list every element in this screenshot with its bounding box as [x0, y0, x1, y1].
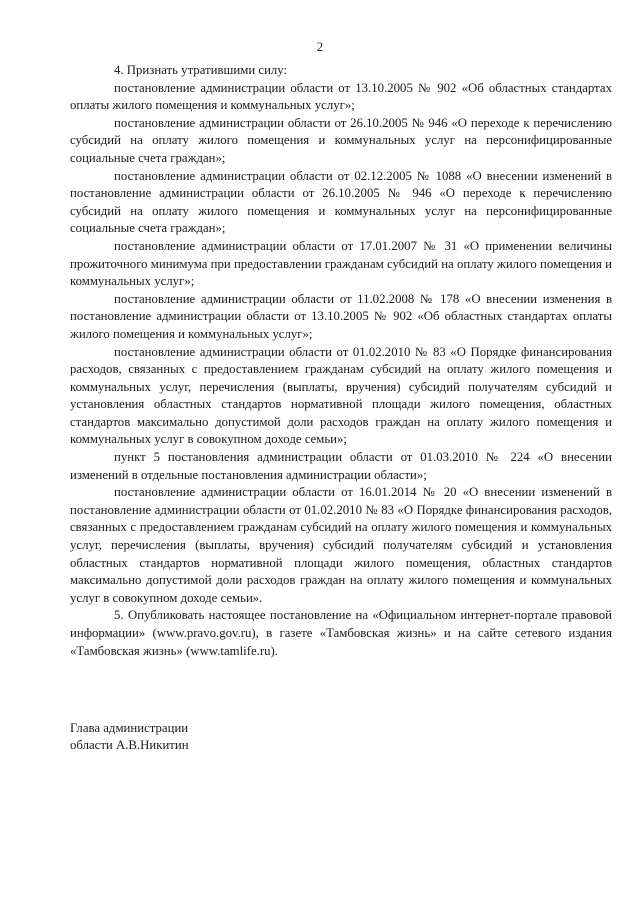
page-number: 2 [316, 40, 324, 54]
signature-title: Глава администрации [70, 721, 189, 735]
paragraph-resolution-178: постановление администрации области от 11.02.2008 № 178 «О внесении изменения в постановление администрации области от 13.10.2005 № 902 «Об областных стандартах оплаты жилого помещения и коммунальных услуг»; [70, 291, 612, 341]
paragraph-resolution-946: постановление администрации области от 26.10.2005 № 946 «О переходе к перечислению субсидий на оплату жилого помещения и коммунальных услуг на персонифицированные социальные счета граждан»; [70, 115, 612, 165]
signature-name: области А.В.Никитин [70, 738, 189, 752]
section-4-heading: 4. Признать утратившими силу: [114, 63, 288, 77]
paragraph-resolution-1088: постановление администрации области от 02.12.2005 № 1088 «О внесении изменений в постановление администрации области от 26.10.2005 № 946 «О переходе к перечислению субсидий на оплату жилого помещения и коммунальных услуг на персонифицированные социальные счета граждан»; [70, 168, 612, 236]
paragraph-resolution-20: постановление администрации области от 16.01.2014 № 20 «О внесении изменений в постановление администрации области от 01.02.2010 № 83 «О Порядке финансирования расходов, связанных с предоставлением гражданам субсидий на оплату жилого помещения и коммунальных услуг, перечисления (выплаты, вручения) субсидий получателям субсидий и установления областных стандартов нормативной площади жилого помещения, областных стандартов максимально допустимой доли расходов граждан на оплату жилого помещения и коммунальных услуг в совокупном доходе семьи». [70, 485, 612, 605]
paragraph-resolution-902: постановление администрации области от 13.10.2005 № 902 «Об областных стандартах оплаты жилого помещения и коммунальных услуг»; [70, 80, 612, 113]
paragraph-resolution-83: постановление администрации области от 01.02.2010 № 83 «О Порядке финансирования расходов, связанных с предоставлением гражданам субсидий на оплату жилого помещения и коммунальных услуг, перечисления (выплаты, вручения) субсидий получателям субсидий и установления областных стандартов нормативной площади жилого помещения, областных стандартов максимально допустимой доли расходов граждан на оплату жилого помещения и коммунальных услуг в совокупном доходе семьи»; [70, 344, 612, 447]
section-5-publish: 5. Опубликовать настоящее постановление на «Официальном интернет-портале правовой информации» (www.pravo.gov.ru), в газете «Тамбовская жизнь» и на сайте сетевого издания «Тамбовская жизнь» (www.tamlife.ru). [70, 608, 612, 658]
signature-block [70, 720, 189, 754]
document-body [70, 62, 612, 660]
paragraph-item-5-resolution-224: пункт 5 постановления администрации области от 01.03.2010 № 224 «О внесении изменений в отдельные постановления администрации области»; [70, 450, 612, 482]
paragraph-resolution-31: постановление администрации области от 17.01.2007 № 31 «О применении величины прожиточного минимума при предоставлении гражданам субсидий на оплату жилого помещения и коммунальных услуг»; [70, 238, 612, 289]
